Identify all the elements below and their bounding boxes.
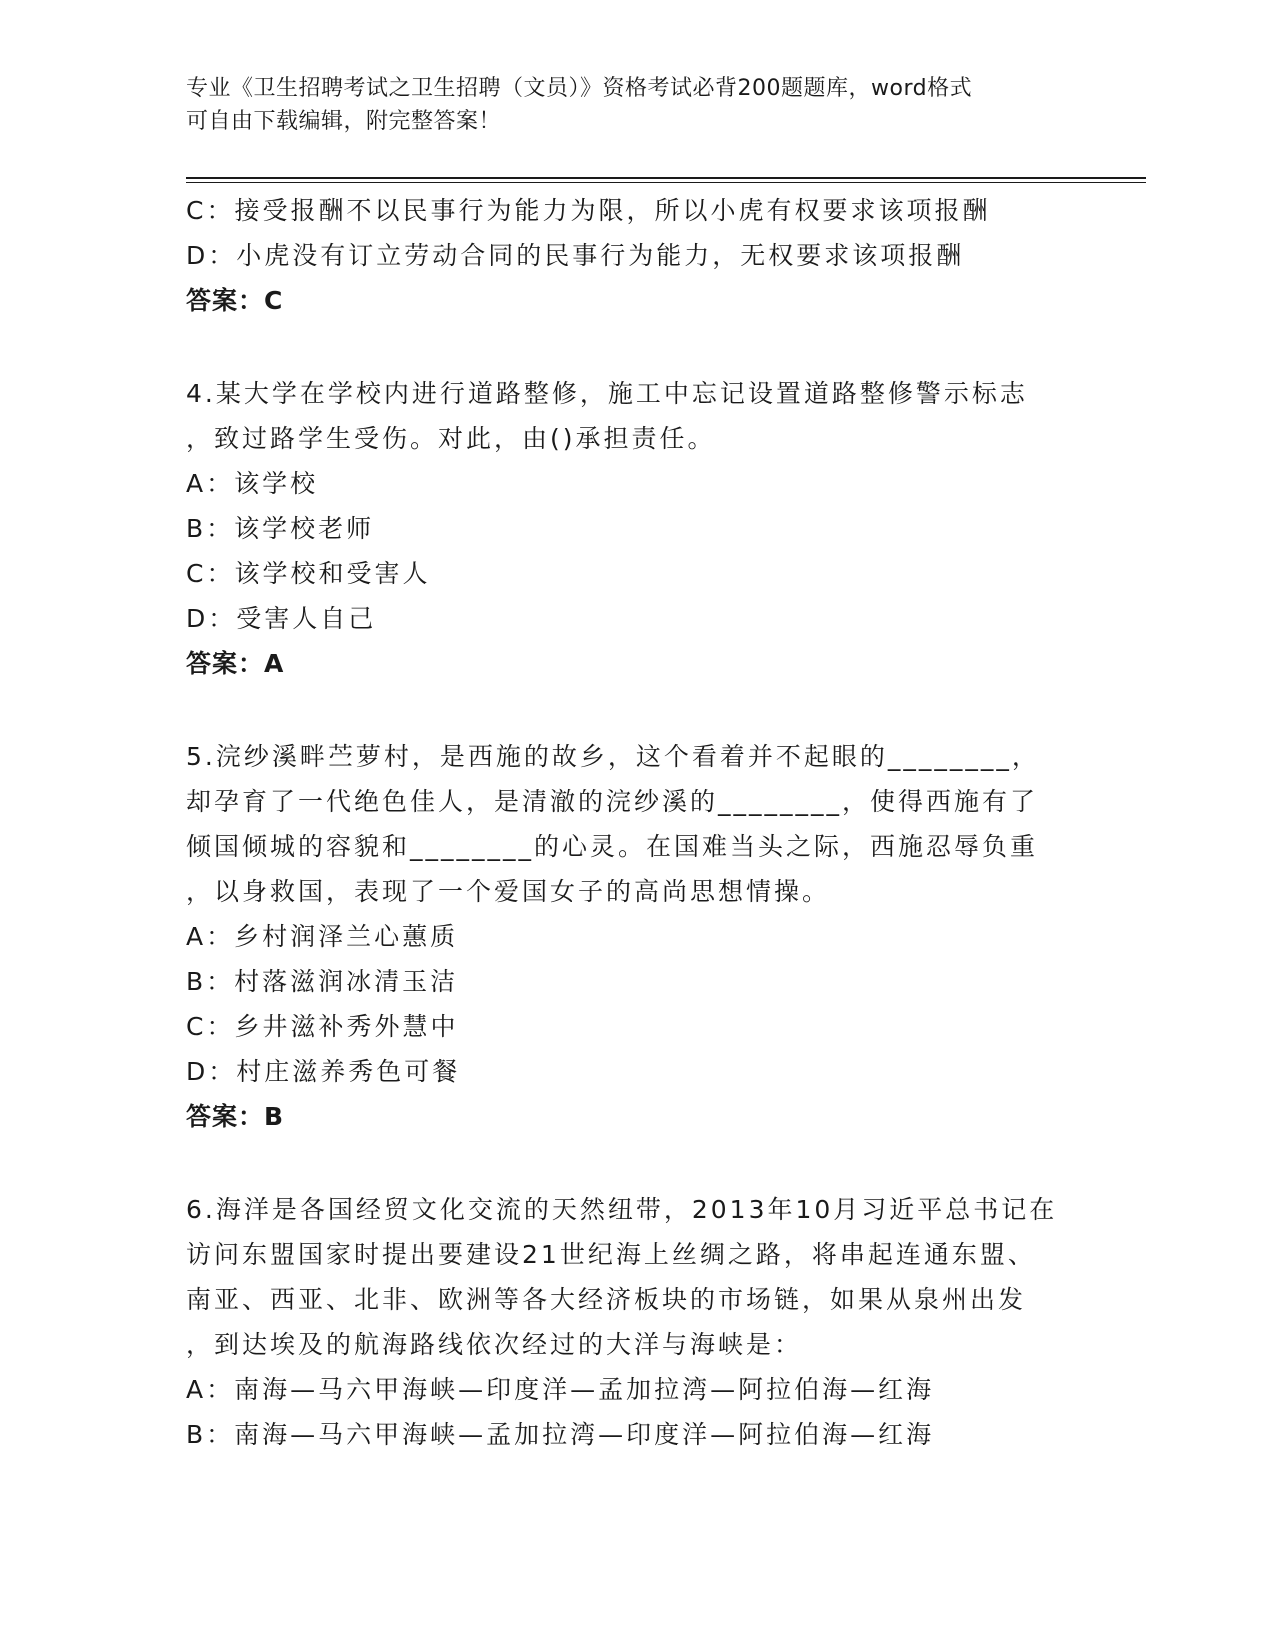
option-d: D：村庄滋养秀色可餐 — [186, 1057, 461, 1086]
option-d: D：受害人自己 — [186, 604, 377, 633]
option-b: B：村落滋润冰清玉洁 — [186, 967, 459, 996]
option-a: A：乡村润泽兰心蕙质 — [186, 922, 459, 951]
question-3-tail — [186, 188, 1086, 323]
option-b: B：该学校老师 — [186, 514, 375, 543]
question-list — [186, 188, 1086, 1457]
answer: 答案：A — [186, 649, 285, 678]
answer: 答案：C — [186, 286, 284, 315]
option-b: B：南海—马六甲海峡—孟加拉湾—印度洋—阿拉伯海—红海 — [186, 1420, 935, 1449]
document-header — [186, 72, 1086, 138]
option-c: C：该学校和受害人 — [186, 559, 431, 588]
question-stem: 倾国倾城的容貌和________的心灵。在国难当头之际，西施忍辱负重 — [186, 832, 1039, 861]
header-divider-thin — [186, 182, 1146, 183]
question-4 — [186, 371, 1086, 686]
option-d: D：小虎没有订立劳动合同的民事行为能力，无权要求该项报酬 — [186, 241, 965, 270]
answer: 答案：B — [186, 1102, 285, 1131]
option-a: A：该学校 — [186, 469, 319, 498]
option-a: A：南海—马六甲海峡—印度洋—孟加拉湾—阿拉伯海—红海 — [186, 1375, 935, 1404]
header-title-line-2: 可自由下载编辑，附完整答案！ — [186, 109, 502, 134]
question-6 — [186, 1187, 1086, 1457]
question-stem: ，以身救国，表现了一个爱国女子的高尚思想情操。 — [186, 877, 831, 906]
header-title-line-1: 专业《卫生招聘考试之卫生招聘（文员）》资格考试必背200题题库，word格式 — [186, 76, 973, 101]
question-stem: 5.浣纱溪畔苎萝村，是西施的故乡，这个看着并不起眼的________， — [186, 742, 1040, 771]
question-stem: 南亚、西亚、北非、欧洲等各大经济板块的市场链，如果从泉州出发 — [186, 1285, 1027, 1314]
option-c: C：乡井滋补秀外慧中 — [186, 1012, 459, 1041]
question-5 — [186, 734, 1086, 1139]
question-stem: 访问东盟国家时提出要建设21世纪海上丝绸之路，将串起连通东盟、 — [186, 1240, 1036, 1269]
option-c: C：接受报酬不以民事行为能力为限，所以小虎有权要求该项报酬 — [186, 196, 991, 225]
question-stem: 4.某大学在学校内进行道路整修，施工中忘记设置道路整修警示标志 — [186, 379, 1028, 408]
question-stem: 却孕育了一代绝色佳人，是清澈的浣纱溪的________，使得西施有了 — [186, 787, 1039, 816]
question-stem: ，致过路学生受伤。对此，由()承担责任。 — [186, 424, 716, 453]
question-stem: 6.海洋是各国经贸文化交流的天然纽带，2013年10月习近平总书记在 — [186, 1195, 1058, 1224]
header-divider-thick — [186, 177, 1146, 179]
question-stem: ，到达埃及的航海路线依次经过的大洋与海峡是： — [186, 1330, 803, 1359]
